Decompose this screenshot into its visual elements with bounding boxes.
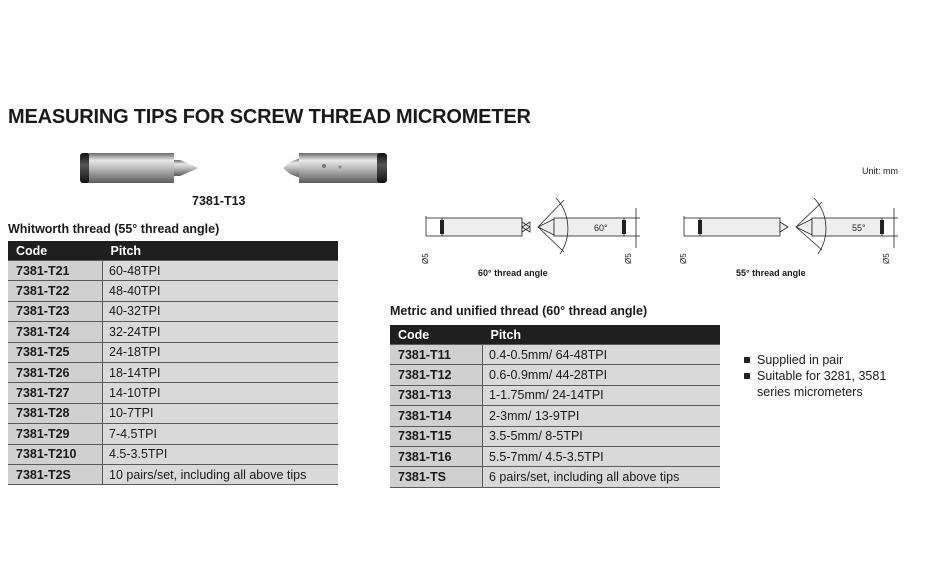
note-text: Suitable for 3281, 3581 — [757, 369, 887, 383]
pitch-cell: 6 pairs/set, including all above tips — [483, 467, 721, 487]
note-text: Supplied in pair — [757, 353, 844, 367]
code-cell: 7381-T21 — [8, 261, 103, 281]
table-header-row — [8, 241, 338, 261]
whitworth-table — [8, 241, 338, 485]
table-row — [8, 301, 338, 321]
table-row — [8, 424, 338, 444]
tip-photo-label: 7381-T13 — [192, 194, 246, 208]
pitch-cell: 2-3mm/ 13-9TPI — [483, 406, 721, 426]
bullet-icon — [744, 357, 750, 363]
metric-title: Metric and unified thread (60° thread angle) — [390, 304, 648, 318]
code-cell: 7381-T23 — [8, 301, 103, 321]
pitch-cell: 10-7TPI — [103, 403, 339, 423]
table-row — [8, 261, 338, 281]
pitch-cell: 5.5-7mm/ 4.5-3.5TPI — [483, 446, 721, 466]
code-cell: 7381-T210 — [8, 444, 103, 464]
diameter-right: Ø5 — [624, 253, 633, 264]
table-row — [8, 383, 338, 403]
code-cell: 7381-T25 — [8, 342, 103, 362]
table-row — [390, 365, 720, 385]
page-title: MEASURING TIPS FOR SCREW THREAD MICROMETER — [8, 106, 531, 128]
code-cell: 7381-T22 — [8, 281, 103, 301]
diagram-55-caption: 55° thread angle — [736, 268, 806, 278]
pitch-cell: 10 pairs/set, including all above tips — [103, 464, 339, 484]
right-tip-image — [283, 153, 387, 183]
code-cell: 7381-T12 — [390, 365, 483, 385]
diameter-left: Ø5 — [679, 253, 688, 264]
code-cell: 7381-T29 — [8, 424, 103, 444]
header-code: Code — [390, 325, 483, 345]
table-header-row — [390, 325, 720, 345]
diagram-60-caption: 60° thread angle — [478, 268, 548, 278]
pitch-cell: 1-1.75mm/ 24-14TPI — [483, 385, 721, 405]
table-row — [390, 446, 720, 466]
code-cell: 7381-T11 — [390, 345, 483, 365]
code-cell: 7381-T15 — [390, 426, 483, 446]
pitch-cell: 3.5-5mm/ 8-5TPI — [483, 426, 721, 446]
pitch-cell: 24-18TPI — [103, 342, 339, 362]
diameter-left: Ø5 — [421, 253, 430, 264]
pitch-cell: 14-10TPI — [103, 383, 339, 403]
table-row — [8, 444, 338, 464]
pitch-cell: 32-24TPI — [103, 322, 339, 342]
angle-label: 55° — [852, 223, 866, 233]
pitch-cell: 48-40TPI — [103, 281, 339, 301]
code-cell: 7381-T28 — [8, 403, 103, 423]
header-pitch: Pitch — [103, 241, 339, 261]
code-cell: 7381-T13 — [390, 385, 483, 405]
header-pitch: Pitch — [483, 325, 721, 345]
pitch-cell: 60-48TPI — [103, 261, 339, 281]
table-row — [8, 322, 338, 342]
code-cell: 7381-T27 — [8, 383, 103, 403]
bullet-icon — [744, 373, 750, 379]
pitch-cell: 40-32TPI — [103, 301, 339, 321]
table-row — [390, 385, 720, 405]
table-row — [390, 426, 720, 446]
table-row — [8, 464, 338, 484]
tip-photo — [70, 146, 400, 194]
notes — [744, 352, 886, 400]
pitch-cell: 18-14TPI — [103, 362, 339, 382]
code-cell: 7381-T16 — [390, 446, 483, 466]
left-tip-image — [80, 153, 198, 183]
unit-label: Unit: mm — [862, 166, 898, 176]
angle-label: 60° — [594, 223, 608, 233]
pitch-cell: 0.4-0.5mm/ 64-48TPI — [483, 345, 721, 365]
code-cell: 7381-TS — [390, 467, 483, 487]
code-cell: 7381-T2S — [8, 464, 103, 484]
code-cell: 7381-T24 — [8, 322, 103, 342]
note-text-continued: series micrometers — [757, 385, 863, 399]
note-item — [744, 352, 886, 368]
header-code: Code — [8, 241, 103, 261]
pitch-cell: 4.5-3.5TPI — [103, 444, 339, 464]
diameter-right: Ø5 — [882, 253, 891, 264]
code-cell: 7381-T14 — [390, 406, 483, 426]
diagram-60-degree — [418, 188, 648, 268]
table-row — [8, 403, 338, 423]
table-row — [8, 362, 338, 382]
table-row — [8, 281, 338, 301]
pitch-cell: 0.6-0.9mm/ 44-28TPI — [483, 365, 721, 385]
table-row — [390, 345, 720, 365]
diagram-55-degree — [676, 188, 906, 268]
table-row — [8, 342, 338, 362]
note-item — [744, 368, 886, 384]
pitch-cell: 7-4.5TPI — [103, 424, 339, 444]
code-cell: 7381-T26 — [8, 362, 103, 382]
whitworth-title: Whitworth thread (55° thread angle) — [8, 222, 220, 236]
table-row — [390, 406, 720, 426]
metric-table — [390, 325, 720, 488]
table-row — [390, 467, 720, 487]
